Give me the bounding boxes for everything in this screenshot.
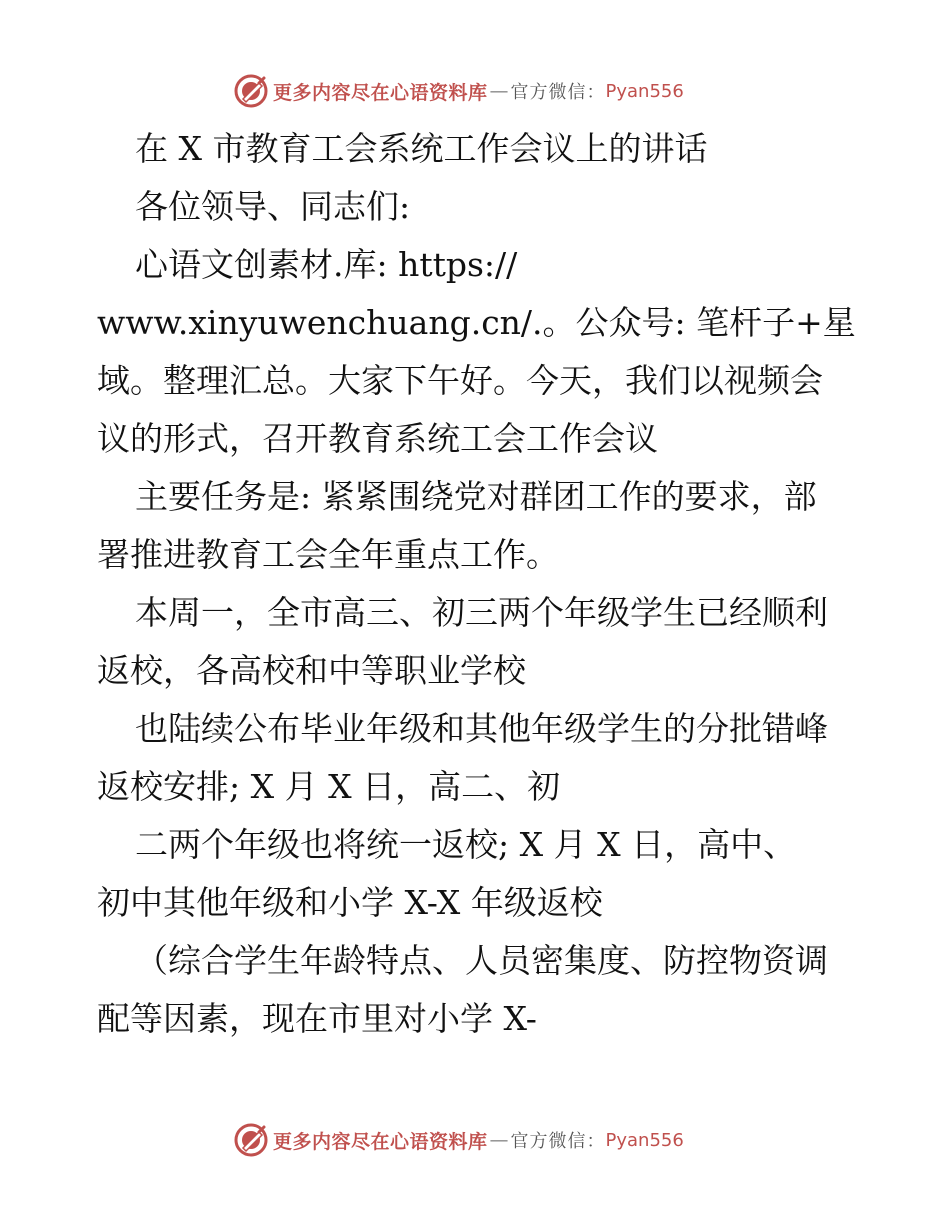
body-line: 二两个年级也将统一返校; X 月 X 日，高中、 (135, 825, 797, 864)
body-line: 域。整理汇总。大家下午好。今天，我们以视频会 (97, 361, 823, 400)
body-line: 主要任务是: 紧紧围绕党对群团工作的要求，部 (135, 477, 817, 516)
body-line: 返校安排; X 月 X 日，高二、初 (97, 767, 561, 806)
document-body (97, 120, 857, 1048)
body-line: 配等因素，现在市里对小学 X- (97, 999, 537, 1038)
header-slogan: 更多内容尽在心语资料库 (273, 81, 488, 104)
header-contact-id: Pyan556 (605, 80, 684, 102)
body-line: 议的形式，召开教育系统工会工作会议 (97, 419, 658, 458)
body-line: 本周一，全市高三、初三两个年级学生已经顺利 (135, 593, 828, 632)
body-line: 署推进教育工会全年重点工作。 (97, 535, 559, 574)
header-contact-label: 官方微信： (510, 82, 606, 103)
body-line: 初中其他年级和小学 X-X 年级返校 (97, 883, 603, 922)
footer-dash: — (489, 1129, 509, 1151)
pen-logo-icon (233, 73, 269, 109)
footer-slogan: 更多内容尽在心语资料库 (273, 1130, 488, 1153)
salutation: 各位领导、同志们: (135, 187, 411, 226)
footer-banner (233, 1120, 684, 1160)
document-title: 在 X 市教育工会系统工作会议上的讲话 (135, 129, 708, 168)
body-line: 心语文创素材.库: https:// (135, 245, 518, 284)
footer-contact-label: 官方微信： (510, 1131, 606, 1152)
body-line: （综合学生年龄特点、人员密集度、防控物资调 (135, 941, 828, 980)
body-line: 也陆续公布毕业年级和其他年级学生的分批错峰 (135, 709, 828, 748)
footer-contact-id: Pyan556 (605, 1129, 684, 1151)
header-dash: — (489, 80, 509, 102)
pen-logo-icon (233, 1122, 269, 1158)
body-line: www.xinyuwenchuang.cn/.。公众号: 笔杆子+星 (97, 303, 856, 342)
header-banner (233, 71, 684, 111)
body-line: 返校，各高校和中等职业学校 (97, 651, 526, 690)
